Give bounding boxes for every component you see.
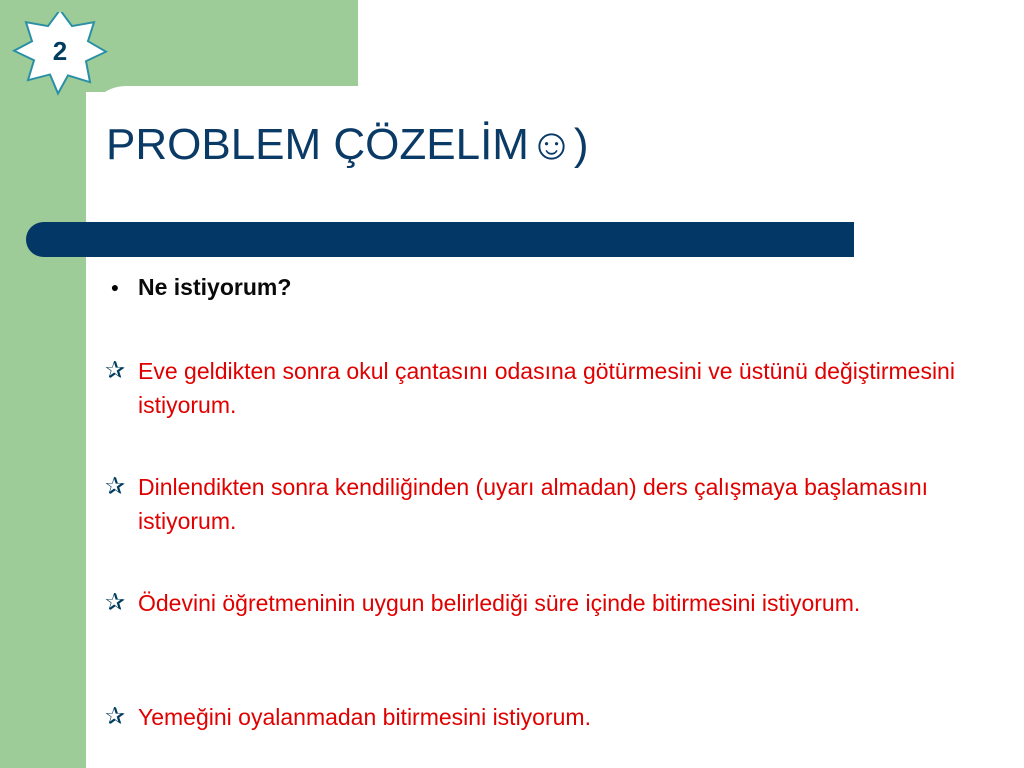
list-item [100, 354, 980, 422]
left-green-band [0, 0, 86, 768]
star-outline-icon: ✰ [104, 589, 126, 616]
slide-number-badge [10, 12, 110, 96]
star-outline-icon: ✰ [104, 473, 126, 500]
list-item-text: Eve geldikten sonra okul çantasını odasına götürmesini ve üstünü değiştirmesini istiyorum. [138, 358, 955, 418]
list-item-text: Dinlendikten sonra kendiliğinden (uyarı almadan) ders çalışmaya başlamasını istiyorum. [138, 474, 929, 534]
title-underline-bar [26, 222, 854, 257]
list-item [100, 470, 980, 538]
list-item-text: Ödevini öğretmeninin uygun belirlediği süre içinde bitirmesini istiyorum. [138, 590, 861, 616]
bullet-dot-icon: ● [110, 279, 120, 295]
star-outline-icon: ✰ [104, 703, 126, 730]
list-item [100, 586, 980, 620]
list-item-text: Ne istiyorum? [138, 274, 292, 300]
list-item [100, 270, 980, 304]
list-item [100, 700, 980, 734]
slide-number: 2 [52, 36, 68, 66]
slide-title: PROBLEM ÇÖZELİM☺) [106, 120, 589, 169]
list-item-text: Yemeğini oyalanmadan bitirmesini istiyorum. [138, 704, 591, 730]
star-outline-icon: ✰ [104, 357, 126, 384]
slide-content-panel [86, 86, 1024, 768]
